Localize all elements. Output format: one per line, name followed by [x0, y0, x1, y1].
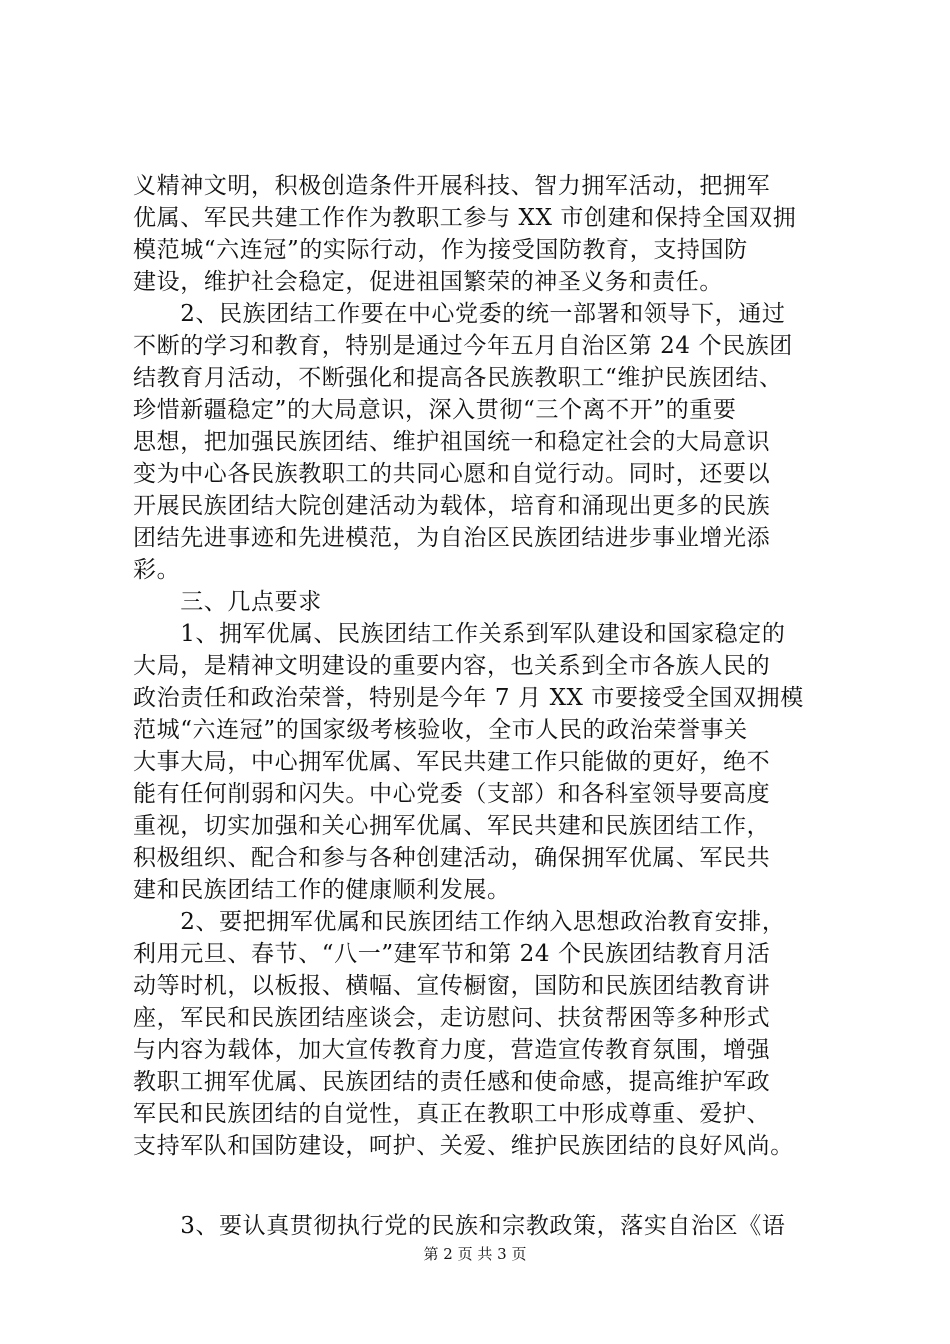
text-line: 珍惜新疆稳定”的大局意识，深入贯彻“三个离不开”的重要 [133, 397, 737, 423]
text-line: 2、民族团结工作要在中心党委的统一部署和领导下，通过 [133, 301, 786, 327]
text-line: 3、要认真贯彻执行党的民族和宗教政策，落实自治区《语 [133, 1213, 786, 1239]
text-line: 模范城“六连冠”的实际行动，作为接受国防教育，支持国防 [133, 237, 748, 263]
text-line: 政治责任和政治荣誉，特别是今年 7 月 XX 市要接受全国双拥模 [133, 685, 804, 711]
text-line: 范城“六连冠”的国家级考核验收，全市人民的政治荣誉事关 [133, 717, 748, 743]
text-line: 思想，把加强民族团结、维护祖国统一和稳定社会的大局意识 [133, 429, 771, 455]
text-line: 1、拥军优属、民族团结工作关系到军队建设和国家稳定的 [133, 621, 786, 647]
page-number-footer: 第 2 页 共 3 页 [423, 1245, 527, 1263]
text-line: 开展民族团结大院创建活动为载体，培育和涌现出更多的民族 [133, 493, 771, 519]
body-text [133, 170, 833, 1242]
text-line: 变为中心各民族教职工的共同心愿和自觉行动。同时，还要以 [133, 461, 771, 487]
text-line: 优属、军民共建工作作为教职工参与 XX 市创建和保持全国双拥 [133, 205, 797, 231]
text-line: 彩。 [133, 557, 181, 583]
text-line: 能有任何削弱和闪失。中心党委（支部）和各科室领导要高度 [133, 781, 771, 807]
text-line: 结教育月活动，不断强化和提高各民族教职工“维护民族团结、 [133, 365, 783, 391]
text-line: 与内容为载体，加大宣传教育力度，营造宣传教育氛围，增强 [133, 1037, 771, 1063]
text-line: 利用元旦、春节、“八一”建军节和第 24 个民族团结教育月活 [133, 941, 771, 967]
text-line: 大局，是精神文明建设的重要内容，也关系到全市各族人民的 [133, 653, 771, 679]
text-line: 建设，维护社会稳定，促进祖国繁荣的神圣义务和责任。 [133, 269, 723, 295]
text-line: 座，军民和民族团结座谈会，走访慰问、扶贫帮困等多种形式 [133, 1005, 771, 1031]
text-line: 建和民族团结工作的健康顺利发展。 [133, 877, 511, 903]
text-line: 积极组织、配合和参与各种创建活动，确保拥军优属、军民共 [133, 845, 771, 871]
paragraph-gap [133, 1162, 833, 1210]
section-heading: 三、几点要求 [133, 589, 322, 615]
text-line: 大事大局，中心拥军优属、军民共建工作只能做的更好，绝不 [133, 749, 771, 775]
text-line: 团结先进事迹和先进模范，为自治区民族团结进步事业增光添 [133, 525, 771, 551]
text-line: 2、要把拥军优属和民族团结工作纳入思想政治教育安排， [133, 909, 786, 935]
text-line: 重视，切实加强和关心拥军优属、军民共建和民族团结工作， [133, 813, 771, 839]
text-line: 军民和民族团结的自觉性，真正在教职工中形成尊重、爱护、 [133, 1101, 771, 1127]
text-line: 支持军队和国防建设，呵护、关爱、维护民族团结的良好风尚。 [133, 1133, 794, 1159]
text-line: 教职工拥军优属、民族团结的责任感和使命感，提高维护军政 [133, 1069, 771, 1095]
text-line: 动等时机，以板报、横幅、宣传橱窗，国防和民族团结教育讲 [133, 973, 771, 999]
text-line: 义精神文明，积极创造条件开展科技、智力拥军活动，把拥军 [133, 173, 771, 199]
text-line: 不断的学习和教育，特别是通过今年五月自治区第 24 个民族团 [133, 333, 793, 359]
